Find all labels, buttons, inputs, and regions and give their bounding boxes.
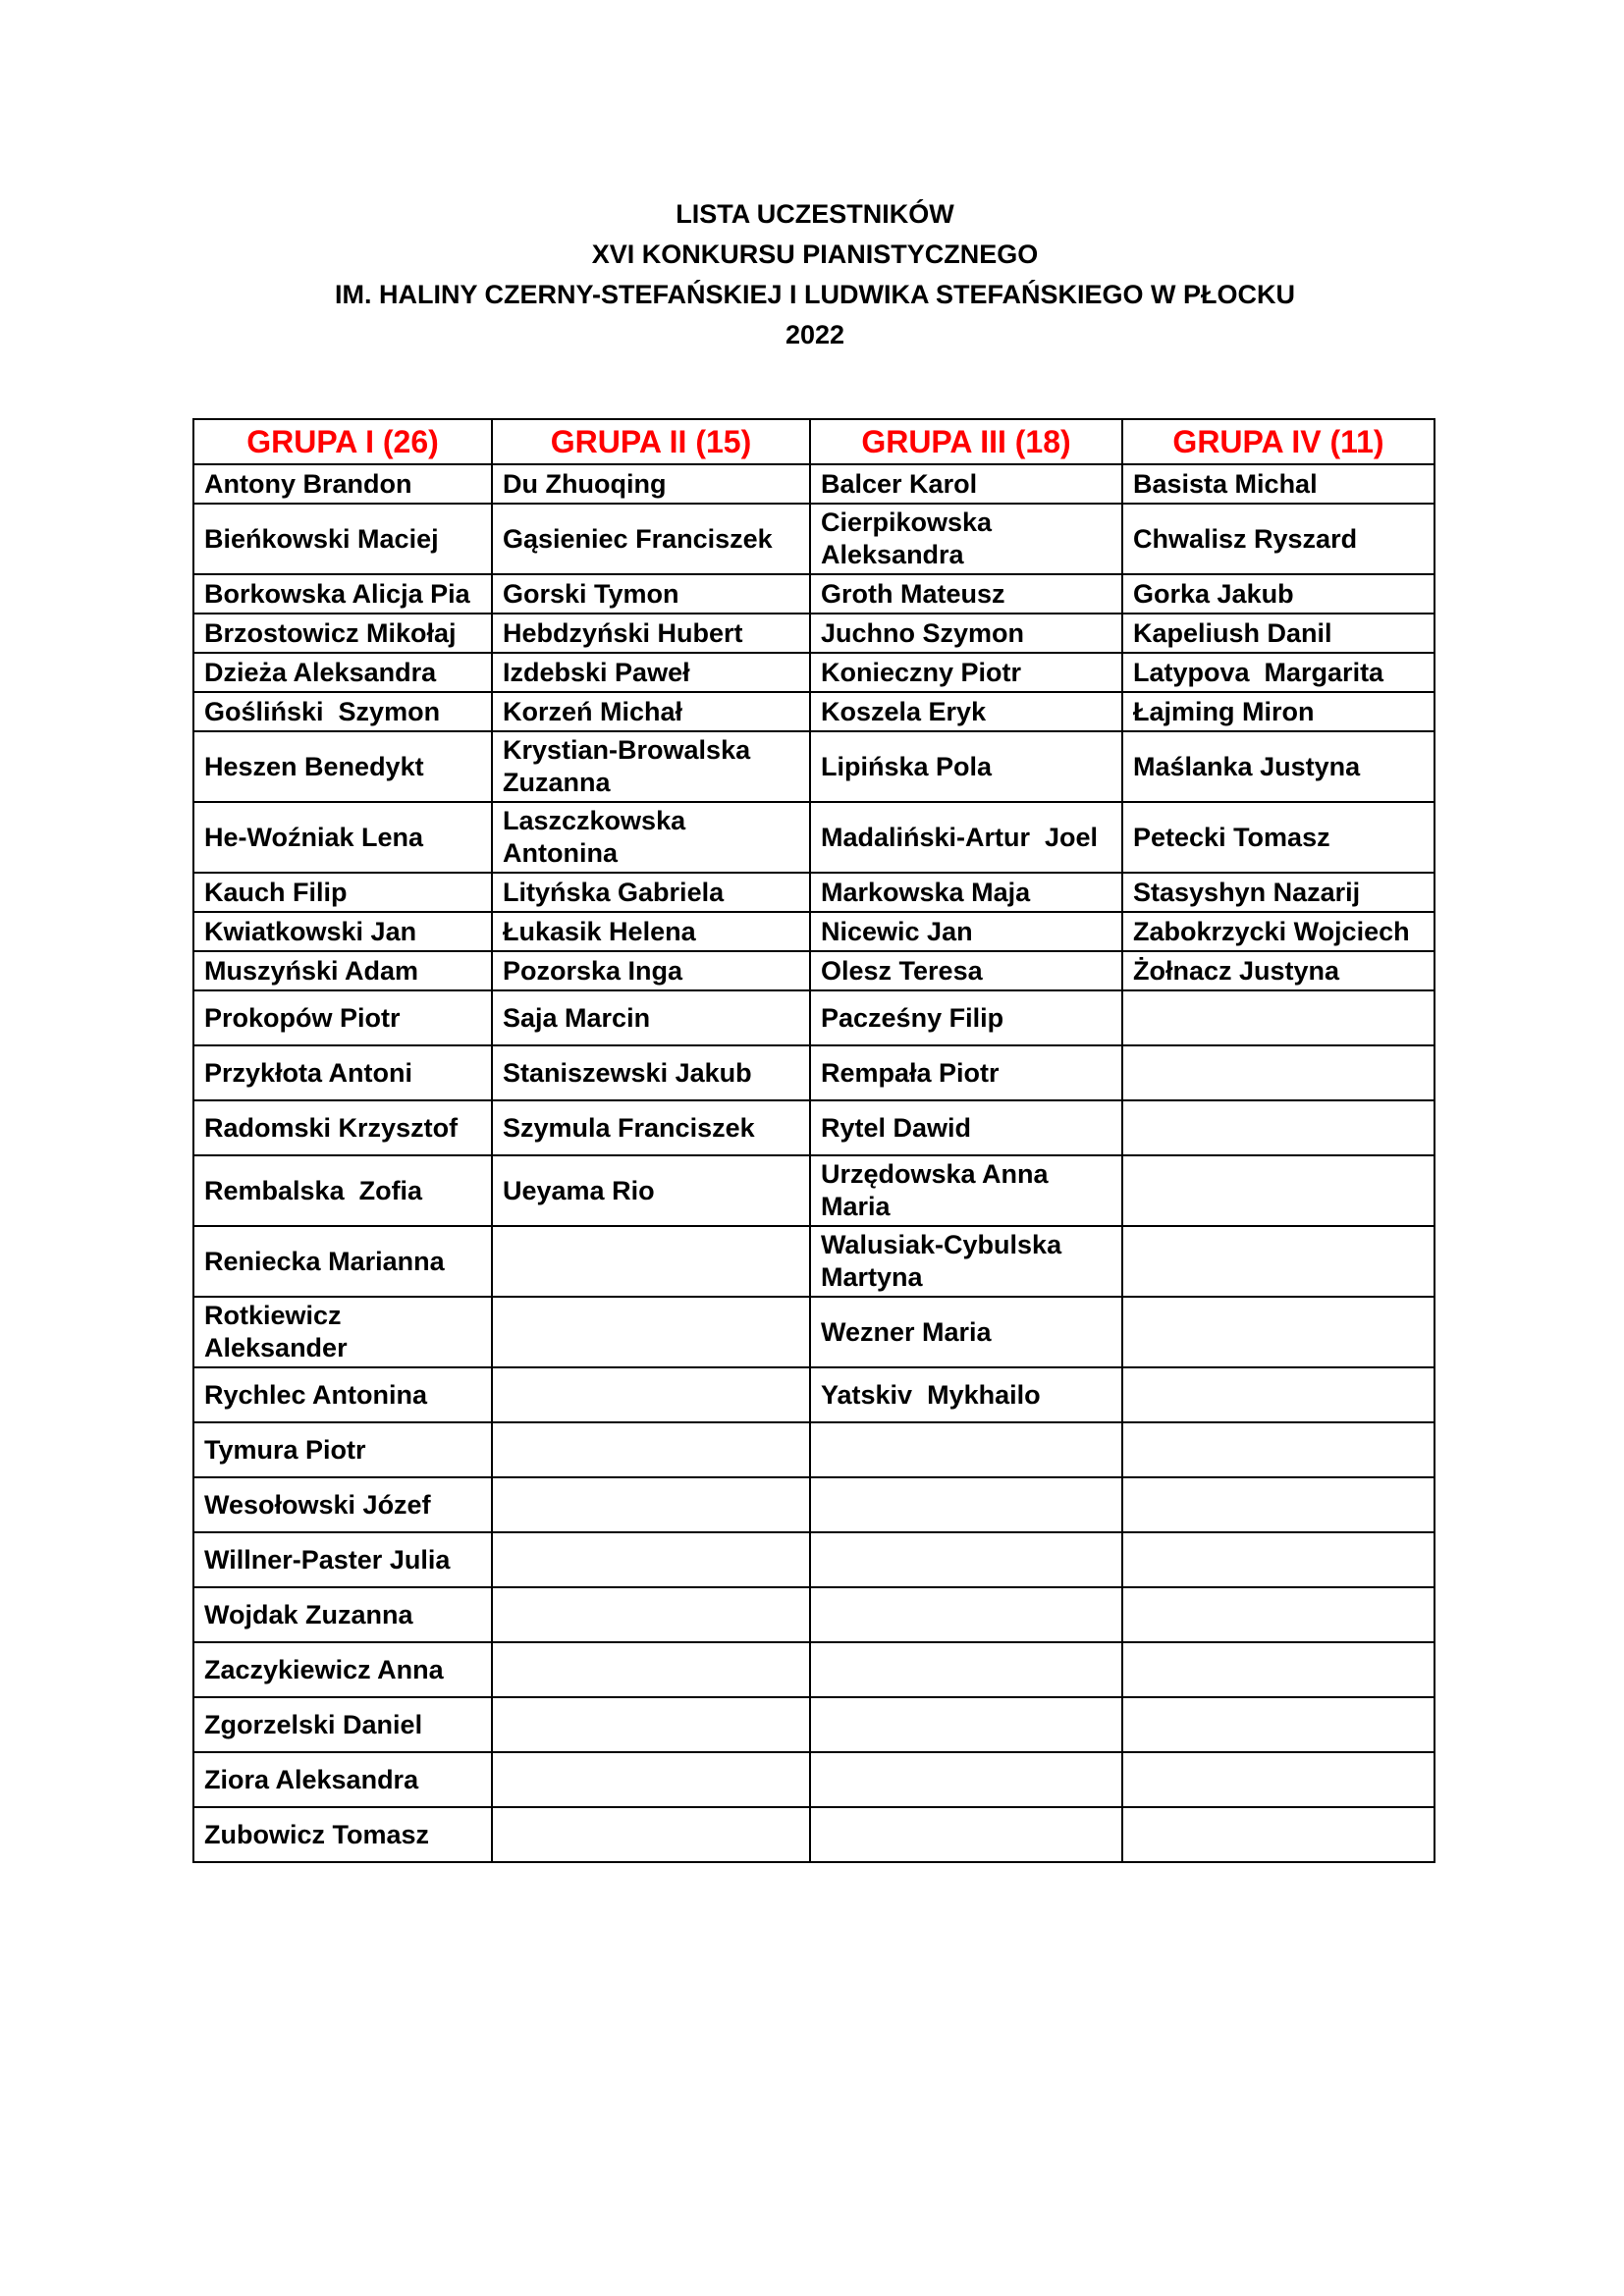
participant-cell: Staniszewski Jakub bbox=[492, 1045, 810, 1100]
participant-cell: Kapeliush Danil bbox=[1122, 614, 1435, 653]
participant-cell: Izdebski Paweł bbox=[492, 653, 810, 692]
empty-cell bbox=[810, 1422, 1122, 1477]
participant-cell: Stasyshyn Nazarij bbox=[1122, 873, 1435, 912]
participant-cell: Balcer Karol bbox=[810, 464, 1122, 504]
participant-cell: Szymula Franciszek bbox=[492, 1100, 810, 1155]
group-header-row bbox=[193, 419, 1435, 464]
participant-cell: Wojdak Zuzanna bbox=[193, 1587, 492, 1642]
participant-cell: Urzędowska Anna Maria bbox=[810, 1155, 1122, 1226]
participant-cell: Maślanka Justyna bbox=[1122, 731, 1435, 802]
participant-row bbox=[193, 574, 1435, 614]
participant-cell: Wesołowski Józef bbox=[193, 1477, 492, 1532]
participant-cell: Konieczny Piotr bbox=[810, 653, 1122, 692]
participant-row bbox=[193, 1477, 1435, 1532]
empty-cell bbox=[492, 1587, 810, 1642]
group-3-header: GRUPA III (18) bbox=[810, 419, 1122, 464]
empty-cell bbox=[1122, 1226, 1435, 1297]
empty-cell bbox=[1122, 1807, 1435, 1862]
participants-table bbox=[192, 418, 1435, 1863]
participant-cell: Markowska Maja bbox=[810, 873, 1122, 912]
empty-cell bbox=[492, 1477, 810, 1532]
empty-cell bbox=[810, 1807, 1122, 1862]
participant-row bbox=[193, 990, 1435, 1045]
participant-cell: Kwiatkowski Jan bbox=[193, 912, 492, 951]
participant-cell: Lipińska Pola bbox=[810, 731, 1122, 802]
participant-cell: Lityńska Gabriela bbox=[492, 873, 810, 912]
participant-cell: Madaliński-Artur Joel bbox=[810, 802, 1122, 873]
participant-row bbox=[193, 1045, 1435, 1100]
participant-cell: Latypova Margarita bbox=[1122, 653, 1435, 692]
participant-row bbox=[193, 802, 1435, 873]
participant-cell: Pozorska Inga bbox=[492, 951, 810, 990]
participant-cell: Muszyński Adam bbox=[193, 951, 492, 990]
participant-cell: Żołnacz Justyna bbox=[1122, 951, 1435, 990]
group-2-header: GRUPA II (15) bbox=[492, 419, 810, 464]
participant-cell: Walusiak-Cybulska Martyna bbox=[810, 1226, 1122, 1297]
empty-cell bbox=[492, 1297, 810, 1367]
participant-cell: Korzeń Michał bbox=[492, 692, 810, 731]
empty-cell bbox=[1122, 1477, 1435, 1532]
participant-cell: Gąsieniec Franciszek bbox=[492, 504, 810, 574]
participant-cell: Prokopów Piotr bbox=[193, 990, 492, 1045]
participant-cell: Tymura Piotr bbox=[193, 1422, 492, 1477]
participant-cell: Wezner Maria bbox=[810, 1297, 1122, 1367]
participant-cell: Cierpikowska Aleksandra bbox=[810, 504, 1122, 574]
empty-cell bbox=[492, 1532, 810, 1587]
participant-cell: Zubowicz Tomasz bbox=[193, 1807, 492, 1862]
participant-cell: Zabokrzycki Wojciech bbox=[1122, 912, 1435, 951]
participant-cell: Hebdzyński Hubert bbox=[492, 614, 810, 653]
empty-cell bbox=[810, 1477, 1122, 1532]
participant-cell: Basista Michal bbox=[1122, 464, 1435, 504]
participant-cell: Ueyama Rio bbox=[492, 1155, 810, 1226]
participant-row bbox=[193, 731, 1435, 802]
empty-cell bbox=[1122, 1367, 1435, 1422]
empty-cell bbox=[1122, 1155, 1435, 1226]
participant-cell: Rembalska Zofia bbox=[193, 1155, 492, 1226]
participant-row bbox=[193, 614, 1435, 653]
participant-cell: Przykłota Antoni bbox=[193, 1045, 492, 1100]
empty-cell bbox=[810, 1752, 1122, 1807]
participant-row bbox=[193, 912, 1435, 951]
participant-row bbox=[193, 1367, 1435, 1422]
participant-cell: Brzostowicz Mikołaj bbox=[193, 614, 492, 653]
group-4-header: GRUPA IV (11) bbox=[1122, 419, 1435, 464]
participant-row bbox=[193, 1100, 1435, 1155]
participant-row bbox=[193, 1297, 1435, 1367]
participant-cell: Krystian-Browalska Zuzanna bbox=[492, 731, 810, 802]
empty-cell bbox=[492, 1422, 810, 1477]
document-title-block bbox=[192, 194, 1437, 355]
empty-cell bbox=[1122, 1100, 1435, 1155]
empty-cell bbox=[810, 1642, 1122, 1697]
participant-cell: Bieńkowski Maciej bbox=[193, 504, 492, 574]
participant-cell: Heszen Benedykt bbox=[193, 731, 492, 802]
participant-cell: Dzieża Aleksandra bbox=[193, 653, 492, 692]
participant-cell: Radomski Krzysztof bbox=[193, 1100, 492, 1155]
participant-cell: Nicewic Jan bbox=[810, 912, 1122, 951]
participant-row bbox=[193, 1642, 1435, 1697]
empty-cell bbox=[1122, 1532, 1435, 1587]
participant-row bbox=[193, 692, 1435, 731]
empty-cell bbox=[1122, 1697, 1435, 1752]
participant-cell: Borkowska Alicja Pia bbox=[193, 574, 492, 614]
participant-row bbox=[193, 464, 1435, 504]
empty-cell bbox=[492, 1367, 810, 1422]
participant-cell: Gorka Jakub bbox=[1122, 574, 1435, 614]
empty-cell bbox=[492, 1807, 810, 1862]
participant-cell: Rytel Dawid bbox=[810, 1100, 1122, 1155]
empty-cell bbox=[1122, 1422, 1435, 1477]
participant-cell: Laszczkowska Antonina bbox=[492, 802, 810, 873]
participant-cell: Zaczykiewicz Anna bbox=[193, 1642, 492, 1697]
participant-cell: Willner-Paster Julia bbox=[193, 1532, 492, 1587]
participant-cell: Rotkiewicz Aleksander bbox=[193, 1297, 492, 1367]
participant-cell: He-Woźniak Lena bbox=[193, 802, 492, 873]
participant-row bbox=[193, 653, 1435, 692]
empty-cell bbox=[492, 1752, 810, 1807]
participant-cell: Juchno Szymon bbox=[810, 614, 1122, 653]
empty-cell bbox=[810, 1532, 1122, 1587]
title-line-4: 2022 bbox=[785, 320, 845, 349]
participant-cell: Petecki Tomasz bbox=[1122, 802, 1435, 873]
participant-row bbox=[193, 504, 1435, 574]
document-content bbox=[192, 0, 1437, 1863]
participant-cell: Groth Mateusz bbox=[810, 574, 1122, 614]
title-line-1: LISTA UCZESTNIKÓW bbox=[676, 199, 954, 229]
participant-cell: Ziora Aleksandra bbox=[193, 1752, 492, 1807]
participant-cell: Kauch Filip bbox=[193, 873, 492, 912]
group-1-header: GRUPA I (26) bbox=[193, 419, 492, 464]
title-line-3: IM. HALINY CZERNY-STEFAŃSKIEJ I LUDWIKA STEFAŃSKIEGO W PŁOCKU bbox=[334, 280, 1296, 309]
empty-cell bbox=[492, 1226, 810, 1297]
participant-row bbox=[193, 1587, 1435, 1642]
participant-row bbox=[193, 1697, 1435, 1752]
participant-cell: Antony Brandon bbox=[193, 464, 492, 504]
empty-cell bbox=[1122, 1642, 1435, 1697]
participant-cell: Łajming Miron bbox=[1122, 692, 1435, 731]
participant-row bbox=[193, 873, 1435, 912]
participant-cell: Koszela Eryk bbox=[810, 692, 1122, 731]
participant-row bbox=[193, 1422, 1435, 1477]
participant-row bbox=[193, 1807, 1435, 1862]
empty-cell bbox=[810, 1697, 1122, 1752]
title-line-2: XVI KONKURSU PIANISTYCZNEGO bbox=[591, 240, 1039, 269]
participant-cell: Olesz Teresa bbox=[810, 951, 1122, 990]
empty-cell bbox=[1122, 990, 1435, 1045]
participant-row bbox=[193, 1752, 1435, 1807]
empty-cell bbox=[1122, 1587, 1435, 1642]
empty-cell bbox=[1122, 1752, 1435, 1807]
participant-cell: Rempała Piotr bbox=[810, 1045, 1122, 1100]
participant-cell: Pacześny Filip bbox=[810, 990, 1122, 1045]
empty-cell bbox=[492, 1642, 810, 1697]
participant-cell: Reniecka Marianna bbox=[193, 1226, 492, 1297]
participant-row bbox=[193, 1155, 1435, 1226]
participants-table-body bbox=[193, 464, 1435, 1862]
participant-cell: Łukasik Helena bbox=[492, 912, 810, 951]
empty-cell bbox=[1122, 1297, 1435, 1367]
participant-cell: Saja Marcin bbox=[492, 990, 810, 1045]
empty-cell bbox=[492, 1697, 810, 1752]
participant-cell: Chwalisz Ryszard bbox=[1122, 504, 1435, 574]
participant-row bbox=[193, 1226, 1435, 1297]
participant-cell: Zgorzelski Daniel bbox=[193, 1697, 492, 1752]
participant-row bbox=[193, 1532, 1435, 1587]
participant-cell: Yatskiv Mykhailo bbox=[810, 1367, 1122, 1422]
participant-row bbox=[193, 951, 1435, 990]
participant-cell: Du Zhuoqing bbox=[492, 464, 810, 504]
participant-cell: Rychlec Antonina bbox=[193, 1367, 492, 1422]
participant-cell: Gorski Tymon bbox=[492, 574, 810, 614]
empty-cell bbox=[810, 1587, 1122, 1642]
empty-cell bbox=[1122, 1045, 1435, 1100]
participant-cell: Gośliński Szymon bbox=[193, 692, 492, 731]
